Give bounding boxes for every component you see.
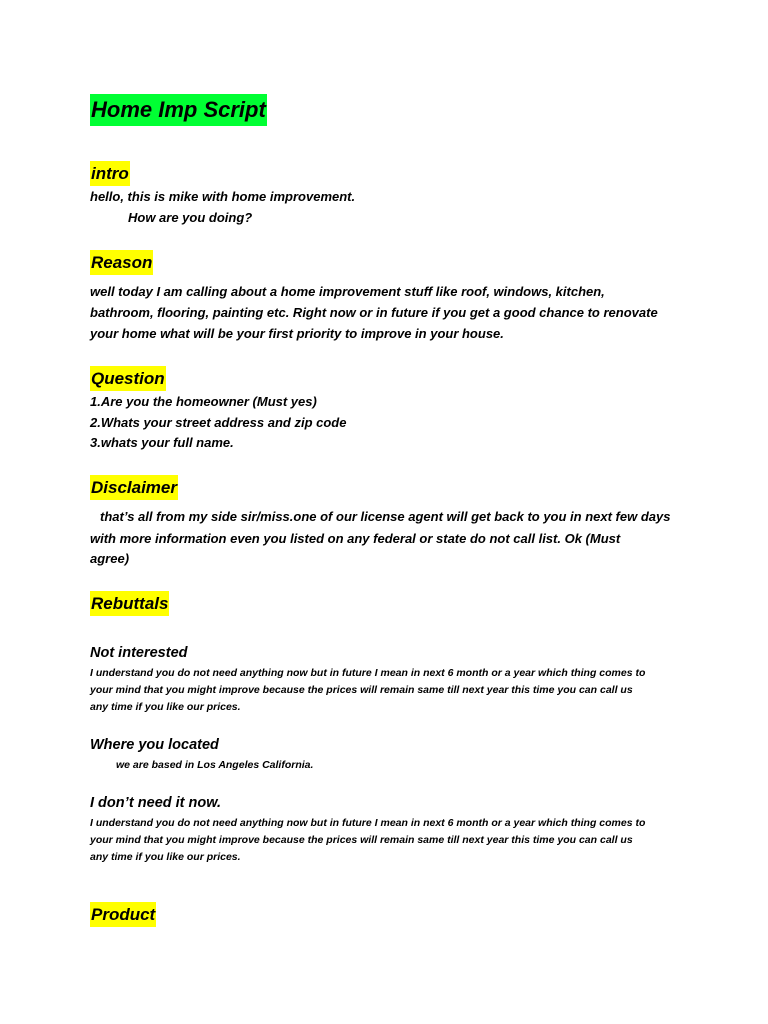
section-heading-disclaimer: Disclaimer [90, 475, 178, 500]
rebuttal-title: I don’t need it now. [90, 795, 222, 811]
document-title: Home Imp Script [90, 94, 267, 126]
reason-line: well today I am calling about a home improvement stuff like roof, windows, kitchen, [90, 284, 605, 299]
rebuttal-title: Where you located [90, 737, 219, 753]
rebuttal-line: I understand you do not need anything now but in future I mean in next 6 month or a year which thing comes to [90, 667, 646, 679]
intro-line: hello, this is mike with home improvement. [90, 189, 356, 204]
intro-line: How are you doing? [128, 210, 253, 225]
question-line: 2.Whats your street address and zip code [90, 415, 347, 430]
rebuttal-line: we are based in Los Angeles California. [116, 759, 314, 771]
question-line: 3.whats your full name. [90, 435, 234, 450]
section-heading-intro: intro [90, 161, 130, 186]
rebuttal-line: your mind that you might improve because the prices will remain same till next year this time you can call us [90, 834, 633, 846]
section-heading-reason: Reason [90, 250, 153, 275]
reason-line: your home what will be your first priority to improve in your house. [90, 326, 504, 341]
rebuttal-title: Not interested [90, 645, 188, 661]
disclaimer-line: that’s all from my side sir/miss.one of our license agent will get back to you in next few days [100, 509, 671, 524]
disclaimer-line: with more information even you listed on any federal or state do not call list. Ok (Must [90, 531, 621, 546]
rebuttal-line: any time if you like our prices. [90, 851, 241, 863]
reason-line: bathroom, flooring, painting etc. Right now or in future if you get a good chance to renovate [90, 305, 658, 320]
disclaimer-line: agree) [90, 551, 130, 566]
section-heading-question: Question [90, 366, 166, 391]
rebuttal-line: I understand you do not need anything now but in future I mean in next 6 month or a year which thing comes to [90, 817, 646, 829]
rebuttal-line: your mind that you might improve because the prices will remain same till next year this time you can call us [90, 684, 633, 696]
section-heading-rebuttals: Rebuttals [90, 591, 169, 616]
rebuttal-line: any time if you like our prices. [90, 701, 241, 713]
section-heading-product: Product [90, 902, 156, 927]
question-line: 1.Are you the homeowner (Must yes) [90, 394, 317, 409]
